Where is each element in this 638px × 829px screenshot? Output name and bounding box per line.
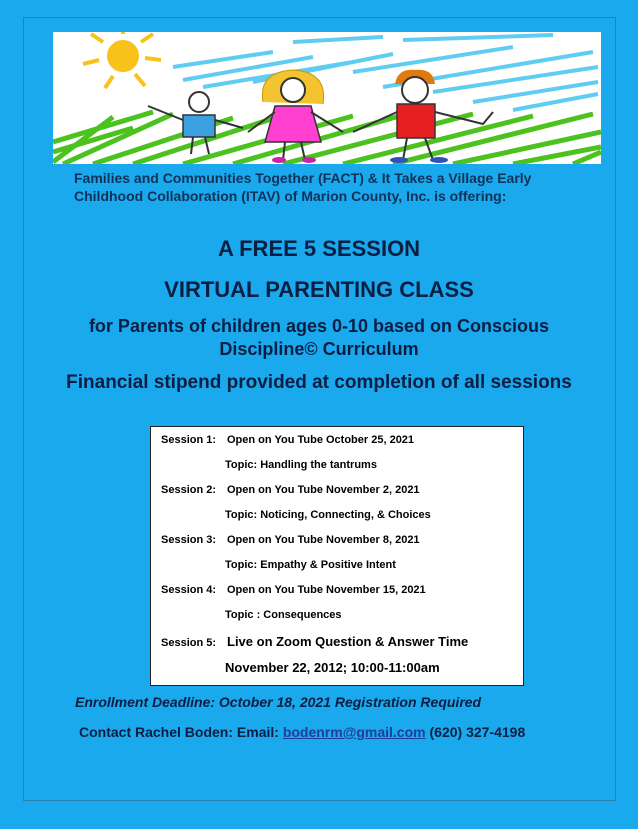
session-detail: Live on Zoom Question & Answer Time	[227, 634, 469, 649]
intro-text: Families and Communities Together (FACT) & It Takes a Village Early Childhood Collaboration (ITAV) of Marion County, Inc. is offering:	[74, 170, 532, 204]
title-line-2: VIRTUAL PARENTING CLASS	[164, 277, 474, 302]
session-detail: Open on You Tube October 25, 2021	[227, 434, 415, 446]
session-topic: Topic : Consequences	[225, 609, 342, 621]
title-line-1: A FREE 5 SESSION	[217, 236, 421, 261]
session-row	[161, 434, 414, 446]
subtitle: for Parents of children ages 0-10 based on Conscious Discipline© Curriculum	[88, 316, 550, 359]
session-topic: November 22, 2012; 10:00-11:00am	[225, 660, 440, 675]
session-row	[161, 484, 420, 496]
family-drawing-banner	[53, 32, 601, 164]
enrollment-deadline: Enrollment Deadline: October 18, 2021 Registration Required	[75, 694, 482, 710]
session-label: Session 2:	[161, 484, 217, 496]
session-schedule-box	[150, 426, 524, 686]
mother-figure	[248, 70, 343, 163]
session-label: Session 3:	[161, 534, 217, 546]
session-row	[161, 584, 426, 596]
session-row	[161, 534, 420, 546]
sun-icon	[83, 32, 161, 88]
contact-email-link[interactable]: bodenrm@gmail.com	[282, 724, 426, 740]
session-label: Session 1:	[161, 434, 217, 446]
session-label: Session 4:	[161, 584, 217, 596]
family-drawing-image	[53, 32, 601, 164]
session-label: Session 5:	[161, 637, 217, 649]
stipend-note: Financial stipend provided at completion of all sessions	[66, 372, 572, 393]
session-detail: Open on You Tube November 8, 2021	[227, 534, 420, 546]
session-detail: Open on You Tube November 2, 2021	[227, 484, 420, 496]
contact-phone: (620) 327-4198	[425, 724, 526, 740]
contact-prefix: Contact Rachel Boden: Email:	[79, 724, 283, 740]
session-topic: Topic: Handling the tantrums	[225, 459, 377, 471]
session-topic: Topic: Noticing, Connecting, & Choices	[225, 509, 431, 521]
contact-line	[79, 724, 525, 740]
session-topic: Topic: Empathy & Positive Intent	[225, 559, 396, 571]
session-detail: Open on You Tube November 15, 2021	[227, 584, 426, 596]
session-row	[161, 634, 468, 649]
